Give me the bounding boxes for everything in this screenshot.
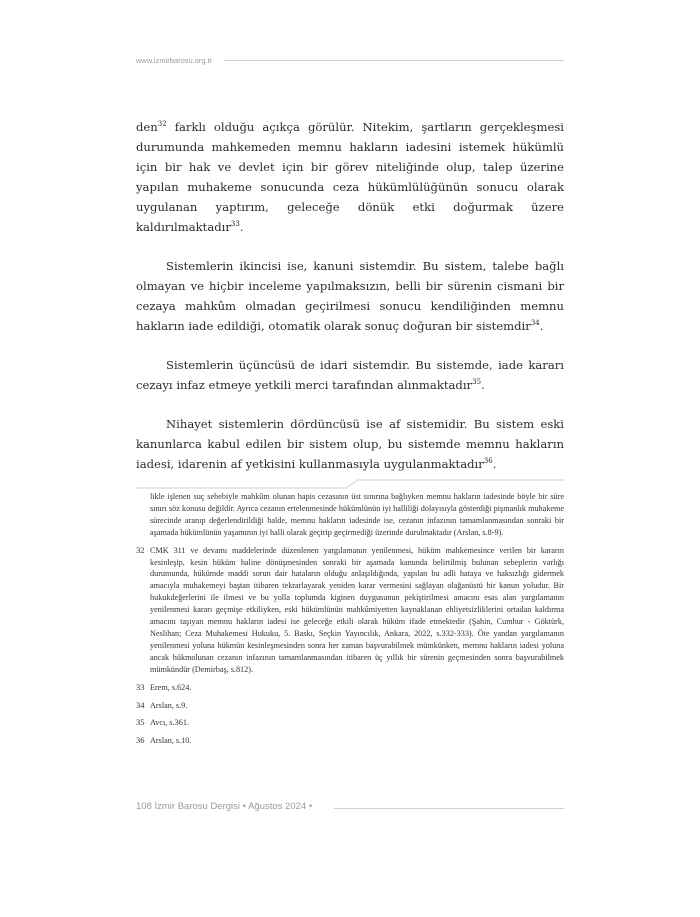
footnote-number: 34 — [136, 699, 145, 710]
footnote-34: 34 Arslan, s.9. — [136, 699, 188, 710]
footnotes — [136, 491, 564, 753]
paragraph: den$^{32}$ farklı olduğu açıkça görülür. Nitekim, şartların gerçekleşmesi durumunda mahkemeden memnu hakların iadesini istemek hükümlü için bir hak ve devlet için bir görev niteliğinde olup, talep üzerine yapılan muhakeme sonucunda ceza hükümlülüğünün sonucu olarak uygulanan yaptırım, geleceğe dönük etki doğurmak üzere kaldırılmaktadır$^{33}$. — [136, 120, 564, 234]
paragraph: Sistemlerin üçüncüsü de idari sistemdir. Bu sistemde, iade kararı cezayı infaz etmeye yetkili merci tarafından alınmaktadır$^{35}$. — [136, 358, 564, 392]
footnote-32: 32 CMK 311 ve devamı maddelerinde düzenlenen yargılamanın yenilenmesi, hüküm mahkemesince verilen bir kararın kesinleşip, kesin hüküm haline dönüşmesinden sonraki bir aşamada kanunda belirtilmiş bulunan sebeplerin varlığı durumunda, hükümde maddi sorun dair hataların olduğu anlaşıldığında, yapılan bu adli hataya ve haksızlığı gidermek amacıyla muhakemeyi baştan itibaren tekrarlayarak yeniden karar vermesini sağlayan olağanüstü bir kanun yoludur. Bir hukukdeğerlerini ile ilmesi ve bu yolla toplumda kiginen duygusunun pekiştirilmesi amacını esas alan yargılamanın yenilenmesi kararı geçmişe etkiliyken, eski hükümlünün mahkûmiyetten kaynaklanan ehliyetsizliklerini ortadan kaldırma amacını taşıyan memnu hakların iadesi ise geleceğe etkili olarak hüküm ifade etmektedir (Şahin, Cumhur - Göktürk, Neslihan; Ceza Muhakemesi Hukuku, 5. Baskı, Seçkin Yayıncılık, Ankara, 2022, s.332-333). Öte yandan yargılamanın yenilenmesi yoluna hükmün kesinleşmesinden sonra her zaman başvurabilmek mümkünken, memnu hakların iadesi yoluna ancak hükmolunan cezanın infazının tamamlanmasından itibaren üç yıllık bir sürenin geçmesinden sonra başvurabilmek mümkündür (Demirbaş, s.812). — [136, 544, 564, 674]
paragraph: Sistemlerin ikincisi ise, kanuni sistemdir. Bu sistem, talebe bağlı olmayan ve hiçbir inceleme yapılmaksızın, belli bir sürenin cismani bir cezaya mahkûm olmadan geçirilmesi sonucu kendiliğinden memnu hakların iade edildiği, otomatik olarak sonuç doğuran bir sistemdir$^{34}$. — [136, 259, 564, 333]
footnote-number: 32 — [136, 544, 145, 555]
main-text — [136, 117, 564, 493]
footnote-33: 33 Erem, s.624. — [136, 681, 192, 692]
footnote-ref[interactable]: 36 — [483, 457, 493, 466]
footnote-number: 36 — [136, 735, 145, 746]
footnote-ref[interactable]: 33 — [230, 220, 240, 229]
footer-rule — [334, 808, 564, 809]
footnote-36: 36 Arslan, s.10. — [136, 735, 192, 746]
footnote-ref[interactable]: 34 — [530, 319, 540, 328]
footnote-continued: likle işlenen suç sebebiyle mahkûm olunan hapis cezasının üst sınırına bağlıyken memnu hakların iadesinde böyle bir süre sınırı söz konusu değildir. Ayrıca cezanın ertelenmesinde hükümlünün iyi halliliği dolayısıyla gösterdiği pişmanlık muhakeme sürecinde aranıp değerlendirildiği halde, memnu hakların iadesinde ise, cezanın infazının tamamlanmasından sonraki bir aşamada hükümlünün yaşamının iyi halli olarak geçirip geçirmediği üzerinde durulmaktadır (Arslan, s.8-9). — [150, 492, 564, 537]
footnote-number: 33 — [136, 681, 145, 692]
footnote-35: 35 Avcı, s.361. — [136, 717, 189, 728]
site-url[interactable]: www.izmirbarosu.org.tr — [136, 56, 213, 65]
footnote-ref[interactable]: 32 — [157, 120, 167, 129]
footnote-separator — [136, 479, 564, 489]
footnote-number: 35 — [136, 717, 145, 728]
paragraph: Nihayet sistemlerin dördüncüsü ise af sistemidir. Bu sistem eski kanunlarca kabul edilen bir sistem olup, bu sistemde memnu hakların iadesi, idarenin af yetkisini kullanmasıyla uygulanmaktadır$^{36}$. — [136, 417, 564, 471]
page-footer: 108 İzmir Barosu Dergisi • Ağustos 2024 • — [136, 801, 313, 812]
footnote-ref[interactable]: 35 — [472, 378, 482, 387]
header-rule — [224, 60, 564, 61]
